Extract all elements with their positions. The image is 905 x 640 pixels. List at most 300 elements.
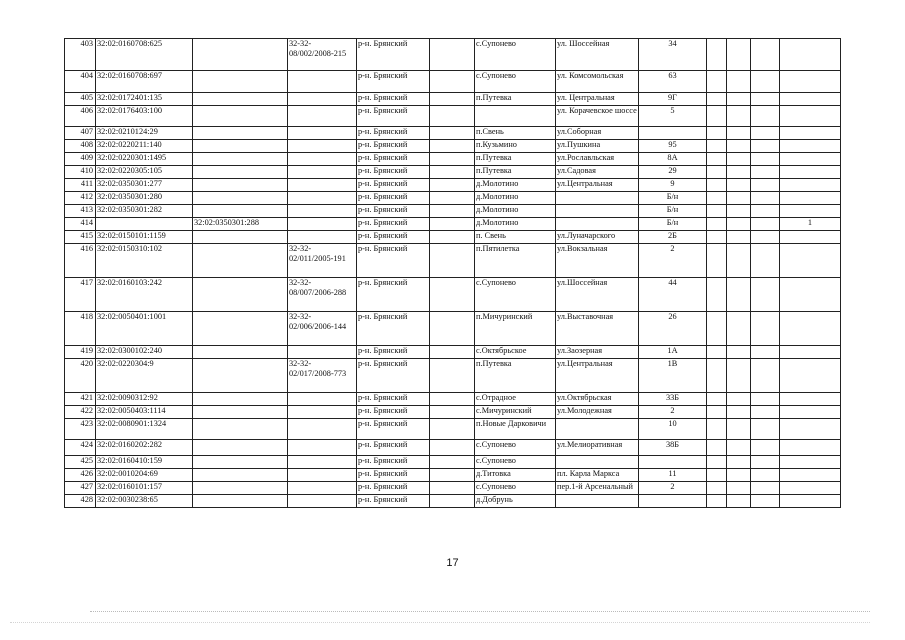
registration-number-cell — [288, 440, 357, 456]
extra-value-cell — [780, 278, 841, 312]
empty-cell — [707, 482, 727, 495]
cadastral-number-alt-cell — [193, 71, 288, 93]
empty-cell — [707, 93, 727, 106]
row-number-cell: 426 — [65, 469, 96, 482]
locality-cell: с.Супонево — [475, 278, 556, 312]
cadastral-number-alt-cell: 32:02:0350301:288 — [193, 218, 288, 231]
registration-number-cell — [288, 482, 357, 495]
empty-cell — [727, 359, 751, 393]
empty-cell — [430, 393, 475, 406]
district-cell: р-н. Брянский — [357, 346, 430, 359]
empty-cell — [751, 482, 780, 495]
empty-cell — [430, 495, 475, 508]
empty-cell — [751, 278, 780, 312]
cadastral-number-alt-cell — [193, 346, 288, 359]
district-cell: р-н. Брянский — [357, 179, 430, 192]
table-row — [65, 346, 841, 359]
property-register-table — [64, 38, 841, 508]
locality-cell: п.Свень — [475, 127, 556, 140]
house-number-cell: 9Г — [639, 93, 707, 106]
row-number-cell: 427 — [65, 482, 96, 495]
registration-number-cell — [288, 393, 357, 406]
row-number-cell: 419 — [65, 346, 96, 359]
registration-number-cell — [288, 346, 357, 359]
locality-cell: п.Новые Дарковичи — [475, 419, 556, 440]
cadastral-number-cell: 32:02:0160103:242 — [96, 278, 193, 312]
registration-number-cell: 32-32-02/011/2005-191 — [288, 244, 357, 278]
row-number-cell: 424 — [65, 440, 96, 456]
empty-cell — [751, 456, 780, 469]
empty-cell — [751, 166, 780, 179]
cadastral-number-cell: 32:02:0050401:1001 — [96, 312, 193, 346]
empty-cell — [707, 278, 727, 312]
empty-cell — [430, 346, 475, 359]
registration-number-cell: 32-32-02/017/2008-773 — [288, 359, 357, 393]
district-cell: р-н. Брянский — [357, 218, 430, 231]
empty-cell — [707, 140, 727, 153]
table-row — [65, 106, 841, 127]
cadastral-number-cell: 32:02:0150101:1159 — [96, 231, 193, 244]
house-number-cell: 2 — [639, 406, 707, 419]
empty-cell — [430, 231, 475, 244]
cadastral-number-alt-cell — [193, 244, 288, 278]
registration-number-cell: 32-32-08/002/2008-215 — [288, 39, 357, 71]
cadastral-number-cell: 32:02:0160708:697 — [96, 71, 193, 93]
district-cell: р-н. Брянский — [357, 278, 430, 312]
cadastral-number-cell: 32:02:0220211:140 — [96, 140, 193, 153]
house-number-cell: 2Б — [639, 231, 707, 244]
row-number-cell: 412 — [65, 192, 96, 205]
house-number-cell: Б/н — [639, 192, 707, 205]
locality-cell: п.Путевка — [475, 93, 556, 106]
extra-value-cell — [780, 419, 841, 440]
extra-value-cell — [780, 346, 841, 359]
district-cell: р-н. Брянский — [357, 359, 430, 393]
empty-cell — [727, 179, 751, 192]
house-number-cell: 1А — [639, 346, 707, 359]
cadastral-number-cell: 32:02:0300102:240 — [96, 346, 193, 359]
table-row — [65, 192, 841, 205]
street-cell — [556, 495, 639, 508]
locality-cell: п.Пятилетка — [475, 244, 556, 278]
row-number-cell: 425 — [65, 456, 96, 469]
extra-value-cell — [780, 231, 841, 244]
street-cell: ул.Соборная — [556, 127, 639, 140]
empty-cell — [751, 179, 780, 192]
row-number-cell: 420 — [65, 359, 96, 393]
extra-value-cell — [780, 153, 841, 166]
registration-number-cell: 32-32-02/006/2006-144 — [288, 312, 357, 346]
cadastral-number-alt-cell — [193, 495, 288, 508]
empty-cell — [430, 278, 475, 312]
extra-value-cell — [780, 359, 841, 393]
district-cell: р-н. Брянский — [357, 456, 430, 469]
empty-cell — [430, 153, 475, 166]
cadastral-number-alt-cell — [193, 179, 288, 192]
row-number-cell: 417 — [65, 278, 96, 312]
empty-cell — [751, 140, 780, 153]
house-number-cell: 2 — [639, 244, 707, 278]
page-number: 17 — [446, 557, 459, 569]
house-number-cell: 38Б — [639, 440, 707, 456]
cadastral-number-cell: 32:02:0080901:1324 — [96, 419, 193, 440]
empty-cell — [727, 406, 751, 419]
row-number-cell: 422 — [65, 406, 96, 419]
empty-cell — [727, 469, 751, 482]
extra-value-cell — [780, 440, 841, 456]
registration-number-cell — [288, 71, 357, 93]
empty-cell — [430, 192, 475, 205]
registration-number-cell — [288, 218, 357, 231]
locality-cell: п. Свень — [475, 231, 556, 244]
house-number-cell: 33Б — [639, 393, 707, 406]
locality-cell: п.Путевка — [475, 359, 556, 393]
street-cell — [556, 192, 639, 205]
street-cell: пл. Карла Маркса — [556, 469, 639, 482]
empty-cell — [751, 93, 780, 106]
empty-cell — [727, 482, 751, 495]
extra-value-cell — [780, 166, 841, 179]
row-number-cell: 409 — [65, 153, 96, 166]
empty-cell — [727, 346, 751, 359]
locality-cell: с.Супонево — [475, 39, 556, 71]
table-row — [65, 278, 841, 312]
cadastral-number-cell: 32:02:0050403:1114 — [96, 406, 193, 419]
empty-cell — [727, 140, 751, 153]
street-cell: ул. Комсомольская — [556, 71, 639, 93]
empty-cell — [430, 179, 475, 192]
street-cell: ул.Пушкина — [556, 140, 639, 153]
table-row — [65, 127, 841, 140]
district-cell: р-н. Брянский — [357, 153, 430, 166]
empty-cell — [751, 495, 780, 508]
locality-cell: д.Молотино — [475, 192, 556, 205]
extra-value-cell — [780, 495, 841, 508]
house-number-cell: 95 — [639, 140, 707, 153]
house-number-cell: 44 — [639, 278, 707, 312]
empty-cell — [707, 153, 727, 166]
street-cell: ул.Октябрьская — [556, 393, 639, 406]
cadastral-number-alt-cell — [193, 192, 288, 205]
district-cell: р-н. Брянский — [357, 312, 430, 346]
extra-value-cell — [780, 406, 841, 419]
empty-cell — [751, 406, 780, 419]
registration-number-cell — [288, 106, 357, 127]
table-row — [65, 218, 841, 231]
street-cell: ул.Выставочная — [556, 312, 639, 346]
registration-number-cell — [288, 406, 357, 419]
empty-cell — [707, 456, 727, 469]
table-row — [65, 482, 841, 495]
district-cell: р-н. Брянский — [357, 419, 430, 440]
registration-number-cell: 32-32-08/007/2006-288 — [288, 278, 357, 312]
scan-artifact-line — [90, 611, 870, 612]
registration-number-cell — [288, 469, 357, 482]
cadastral-number-alt-cell — [193, 482, 288, 495]
district-cell: р-н. Брянский — [357, 71, 430, 93]
empty-cell — [430, 127, 475, 140]
street-cell — [556, 419, 639, 440]
table-row — [65, 359, 841, 393]
table-row — [65, 456, 841, 469]
street-cell — [556, 218, 639, 231]
empty-cell — [751, 440, 780, 456]
house-number-cell — [639, 495, 707, 508]
empty-cell — [727, 495, 751, 508]
house-number-cell: 1В — [639, 359, 707, 393]
cadastral-number-cell: 32:02:0160101:157 — [96, 482, 193, 495]
empty-cell — [430, 456, 475, 469]
extra-value-cell — [780, 93, 841, 106]
cadastral-number-alt-cell — [193, 205, 288, 218]
house-number-cell: Б/н — [639, 205, 707, 218]
cadastral-number-alt-cell — [193, 359, 288, 393]
empty-cell — [727, 127, 751, 140]
row-number-cell: 414 — [65, 218, 96, 231]
empty-cell — [751, 312, 780, 346]
cadastral-number-cell: 32:02:0150310:102 — [96, 244, 193, 278]
locality-cell — [475, 106, 556, 127]
table-row — [65, 93, 841, 106]
cadastral-number-alt-cell — [193, 39, 288, 71]
house-number-cell: 29 — [639, 166, 707, 179]
district-cell: р-н. Брянский — [357, 93, 430, 106]
empty-cell — [707, 393, 727, 406]
row-number-cell: 415 — [65, 231, 96, 244]
cadastral-number-cell: 32:02:0172401:135 — [96, 93, 193, 106]
table-row — [65, 406, 841, 419]
street-cell: ул.Мелиоративная — [556, 440, 639, 456]
cadastral-number-alt-cell — [193, 419, 288, 440]
empty-cell — [727, 71, 751, 93]
empty-cell — [707, 39, 727, 71]
cadastral-number-alt-cell — [193, 278, 288, 312]
empty-cell — [751, 71, 780, 93]
cadastral-number-cell: 32:02:0160202:282 — [96, 440, 193, 456]
extra-value-cell — [780, 140, 841, 153]
district-cell: р-н. Брянский — [357, 482, 430, 495]
street-cell: ул.Луначарского — [556, 231, 639, 244]
table-row — [65, 205, 841, 218]
locality-cell: с.Супонево — [475, 456, 556, 469]
cadastral-number-alt-cell — [193, 440, 288, 456]
empty-cell — [707, 244, 727, 278]
district-cell: р-н. Брянский — [357, 192, 430, 205]
empty-cell — [751, 469, 780, 482]
district-cell: р-н. Брянский — [357, 205, 430, 218]
district-cell: р-н. Брянский — [357, 127, 430, 140]
scan-artifact-line — [10, 622, 870, 623]
locality-cell: п.Путевка — [475, 166, 556, 179]
cadastral-number-cell: 32:02:0010204:69 — [96, 469, 193, 482]
registration-number-cell — [288, 153, 357, 166]
cadastral-number-cell: 32:02:0090312:92 — [96, 393, 193, 406]
street-cell: ул. Корачевское шоссе — [556, 106, 639, 127]
registration-number-cell — [288, 456, 357, 469]
table-row — [65, 495, 841, 508]
locality-cell: с.Супонево — [475, 71, 556, 93]
registration-number-cell — [288, 93, 357, 106]
empty-cell — [727, 39, 751, 71]
extra-value-cell — [780, 71, 841, 93]
house-number-cell — [639, 456, 707, 469]
row-number-cell: 403 — [65, 39, 96, 71]
row-number-cell: 421 — [65, 393, 96, 406]
table-row — [65, 393, 841, 406]
house-number-cell: 10 — [639, 419, 707, 440]
street-cell: ул.Центральная — [556, 359, 639, 393]
locality-cell: д.Молотино — [475, 179, 556, 192]
cadastral-number-alt-cell — [193, 312, 288, 346]
empty-cell — [707, 312, 727, 346]
row-number-cell: 418 — [65, 312, 96, 346]
table-row — [65, 440, 841, 456]
cadastral-number-alt-cell — [193, 140, 288, 153]
extra-value-cell — [780, 244, 841, 278]
registration-number-cell — [288, 127, 357, 140]
cadastral-number-alt-cell — [193, 406, 288, 419]
table-row — [65, 469, 841, 482]
locality-cell: п.Мичуринский — [475, 312, 556, 346]
district-cell: р-н. Брянский — [357, 393, 430, 406]
empty-cell — [727, 440, 751, 456]
empty-cell — [707, 440, 727, 456]
row-number-cell: 411 — [65, 179, 96, 192]
street-cell: ул.Рославльская — [556, 153, 639, 166]
extra-value-cell — [780, 179, 841, 192]
table-row — [65, 71, 841, 93]
street-cell: ул. Центральная — [556, 93, 639, 106]
empty-cell — [707, 166, 727, 179]
empty-cell — [430, 205, 475, 218]
cadastral-number-alt-cell — [193, 393, 288, 406]
locality-cell: п.Кузьмино — [475, 140, 556, 153]
empty-cell — [727, 153, 751, 166]
extra-value-cell: 1 — [780, 218, 841, 231]
cadastral-number-alt-cell — [193, 231, 288, 244]
empty-cell — [430, 71, 475, 93]
locality-cell: д.Молотино — [475, 205, 556, 218]
registration-number-cell — [288, 419, 357, 440]
registration-number-cell — [288, 495, 357, 508]
cadastral-number-cell: 32:02:0350301:282 — [96, 205, 193, 218]
table-row — [65, 166, 841, 179]
cadastral-number-alt-cell — [193, 469, 288, 482]
district-cell: р-н. Брянский — [357, 231, 430, 244]
locality-cell: д.Молотино — [475, 218, 556, 231]
street-cell: ул.Молодежная — [556, 406, 639, 419]
empty-cell — [727, 393, 751, 406]
empty-cell — [707, 231, 727, 244]
cadastral-number-cell: 32:02:0160708:625 — [96, 39, 193, 71]
cadastral-number-alt-cell — [193, 93, 288, 106]
empty-cell — [430, 312, 475, 346]
empty-cell — [751, 346, 780, 359]
row-number-cell: 413 — [65, 205, 96, 218]
empty-cell — [707, 406, 727, 419]
empty-cell — [751, 127, 780, 140]
empty-cell — [707, 205, 727, 218]
row-number-cell: 405 — [65, 93, 96, 106]
empty-cell — [751, 106, 780, 127]
table-body — [65, 39, 841, 508]
empty-cell — [727, 244, 751, 278]
cadastral-number-alt-cell — [193, 106, 288, 127]
cadastral-number-cell: 32:02:0030238:65 — [96, 495, 193, 508]
empty-cell — [727, 218, 751, 231]
locality-cell: с.Супонево — [475, 440, 556, 456]
row-number-cell: 408 — [65, 140, 96, 153]
empty-cell — [727, 419, 751, 440]
locality-cell: д.Титовка — [475, 469, 556, 482]
street-cell: ул.Вокзальная — [556, 244, 639, 278]
extra-value-cell — [780, 127, 841, 140]
district-cell: р-н. Брянский — [357, 39, 430, 71]
registration-number-cell — [288, 140, 357, 153]
empty-cell — [707, 359, 727, 393]
empty-cell — [751, 205, 780, 218]
empty-cell — [707, 469, 727, 482]
empty-cell — [727, 106, 751, 127]
cadastral-number-cell: 32:02:0220301:1495 — [96, 153, 193, 166]
locality-cell: с.Октябрьское — [475, 346, 556, 359]
cadastral-number-alt-cell — [193, 153, 288, 166]
locality-cell: с.Супонево — [475, 482, 556, 495]
row-number-cell: 410 — [65, 166, 96, 179]
table-row — [65, 244, 841, 278]
extra-value-cell — [780, 469, 841, 482]
district-cell: р-н. Брянский — [357, 244, 430, 278]
table-row — [65, 39, 841, 71]
registration-number-cell — [288, 192, 357, 205]
extra-value-cell — [780, 205, 841, 218]
street-cell: ул.Заозерная — [556, 346, 639, 359]
extra-value-cell — [780, 39, 841, 71]
street-cell: ул. Шоссейная — [556, 39, 639, 71]
empty-cell — [430, 93, 475, 106]
street-cell: ул.Садовая — [556, 166, 639, 179]
house-number-cell: Б/н — [639, 218, 707, 231]
house-number-cell: 26 — [639, 312, 707, 346]
locality-cell: д.Добрунь — [475, 495, 556, 508]
cadastral-number-cell: 32:02:0210124:29 — [96, 127, 193, 140]
cadastral-number-cell: 32:02:0176403:100 — [96, 106, 193, 127]
empty-cell — [727, 278, 751, 312]
cadastral-number-alt-cell — [193, 166, 288, 179]
empty-cell — [430, 166, 475, 179]
empty-cell — [430, 218, 475, 231]
row-number-cell: 407 — [65, 127, 96, 140]
empty-cell — [707, 127, 727, 140]
district-cell: р-н. Брянский — [357, 140, 430, 153]
house-number-cell: 34 — [639, 39, 707, 71]
empty-cell — [751, 218, 780, 231]
locality-cell: с.Отрадное — [475, 393, 556, 406]
table-row — [65, 179, 841, 192]
empty-cell — [727, 205, 751, 218]
table-row — [65, 140, 841, 153]
empty-cell — [751, 419, 780, 440]
street-cell: ул.Центральная — [556, 179, 639, 192]
empty-cell — [727, 312, 751, 346]
empty-cell — [727, 231, 751, 244]
empty-cell — [727, 456, 751, 469]
empty-cell — [707, 495, 727, 508]
row-number-cell: 404 — [65, 71, 96, 93]
cadastral-number-cell: 32:02:0350301:277 — [96, 179, 193, 192]
extra-value-cell — [780, 192, 841, 205]
registration-number-cell — [288, 205, 357, 218]
